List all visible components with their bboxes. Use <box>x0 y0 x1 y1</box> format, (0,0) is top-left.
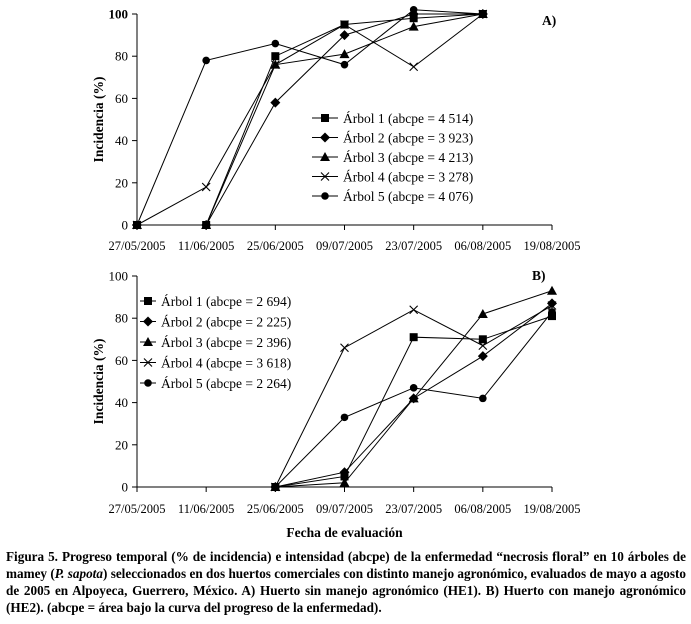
y-tick-label: 80 <box>115 310 128 326</box>
legend-label: Árbol 5 (abcpe = 4 076) <box>343 189 474 204</box>
legend-label: Árbol 3 (abcpe = 2 396) <box>161 335 292 350</box>
legend-label: Árbol 1 (abcpe = 2 694) <box>161 294 292 309</box>
legend-marker <box>320 133 330 143</box>
legend-item <box>312 131 473 146</box>
x-axis-label: Fecha de evaluación <box>286 525 403 540</box>
caption-species: P. sapota <box>54 566 103 581</box>
data-point <box>133 221 141 229</box>
legend-item <box>140 294 291 309</box>
data-point <box>479 10 487 18</box>
data-point <box>410 6 418 14</box>
legend-marker <box>144 379 152 387</box>
data-point <box>272 40 280 48</box>
x-tick-label: 09/07/2005 <box>316 239 373 253</box>
legend-item <box>312 111 473 126</box>
legend-item <box>312 189 473 204</box>
data-point <box>271 52 279 60</box>
legend-marker <box>321 114 329 122</box>
data-point <box>202 57 210 65</box>
y-axis-label: Incidencia (%) <box>91 338 106 425</box>
y-tick-label: 60 <box>115 352 128 368</box>
data-point <box>547 298 557 308</box>
x-tick-label: 11/06/2005 <box>177 239 235 253</box>
y-tick-label: 20 <box>115 437 128 453</box>
legend-label: Árbol 3 (abcpe = 4 213) <box>343 150 474 165</box>
legend-item <box>140 335 291 350</box>
y-tick-label: 40 <box>115 395 128 411</box>
x-tick-label: 25/06/2005 <box>246 239 304 253</box>
chart-panel-b <box>91 268 580 540</box>
x-tick-label: 06/08/2005 <box>454 239 512 253</box>
data-point <box>272 483 280 491</box>
y-axis-label: Incidencia (%) <box>91 76 106 163</box>
x-tick-label: 25/06/2005 <box>246 502 304 516</box>
x-tick-label: 09/07/2005 <box>316 502 373 516</box>
data-point <box>341 344 349 352</box>
x-tick-label: 27/05/2005 <box>108 239 166 253</box>
data-point <box>410 306 418 314</box>
x-tick-label: 27/05/2005 <box>108 502 166 516</box>
y-tick-label: 0 <box>121 217 128 233</box>
data-point <box>479 395 487 403</box>
data-point <box>548 308 556 316</box>
x-tick-label: 19/08/2005 <box>523 239 581 253</box>
x-tick-label: 23/07/2005 <box>385 502 443 516</box>
caption-text: Figura 5. Progreso temporal (% de incidencia) e intensidad (abcpe) de la enfermedad “necrosis floral” en 10 árboles de mamey ( <box>6 549 686 581</box>
y-tick-label: 40 <box>115 133 128 149</box>
figure-caption <box>6 548 686 616</box>
legend-marker <box>321 192 329 200</box>
x-tick-label: 23/07/2005 <box>385 239 443 253</box>
x-tick-label: 19/08/2005 <box>523 502 581 516</box>
x-tick-label: 06/08/2005 <box>454 502 512 516</box>
y-tick-label: 20 <box>115 175 128 191</box>
panel-label: B) <box>532 268 546 283</box>
data-point <box>410 333 418 341</box>
y-tick-label: 100 <box>108 268 128 284</box>
data-point <box>202 183 210 191</box>
data-point <box>410 63 418 71</box>
legend-marker <box>144 297 152 305</box>
data-point <box>341 61 349 69</box>
legend-label: Árbol 2 (abcpe = 2 225) <box>161 314 292 330</box>
legend-label: Árbol 4 (abcpe = 3 278) <box>343 169 474 185</box>
legend-label: Árbol 5 (abcpe = 2 264) <box>161 376 292 391</box>
data-point <box>478 351 488 361</box>
y-tick-label: 60 <box>115 90 128 106</box>
legend-label: Árbol 4 (abcpe = 3 618) <box>161 355 292 371</box>
legend-item <box>140 376 291 391</box>
data-point <box>341 414 349 422</box>
legend-label: Árbol 1 (abcpe = 4 514) <box>343 111 474 126</box>
data-point <box>340 49 350 58</box>
legend-label: Árbol 2 (abcpe = 3 923) <box>343 130 474 146</box>
legend-item <box>140 356 291 371</box>
chart-panel-a <box>91 6 580 253</box>
data-point <box>478 309 488 318</box>
data-point <box>547 286 557 295</box>
legend-item <box>312 170 473 185</box>
x-tick-label: 11/06/2005 <box>177 502 235 516</box>
data-point <box>410 384 418 392</box>
y-tick-label: 80 <box>115 48 128 64</box>
legend-item <box>140 315 291 330</box>
legend-marker <box>143 317 153 327</box>
caption-text-end: ) seleccionados en dos huertos comerciales con distinto manejo agronómico, evaluados de mayo a agosto de 2005 en Alpoyeca, Guerrero, México. A) Huerto sin manejo agronómico (HE1). B) Huerto con manejo agronómico (HE2). (abcpe = área bajo la curva del progreso de la enfermedad). <box>6 566 687 615</box>
y-tick-label: 100 <box>108 6 128 22</box>
y-tick-label: 0 <box>121 479 128 495</box>
legend-item <box>312 150 473 165</box>
panel-label: A) <box>542 13 557 28</box>
